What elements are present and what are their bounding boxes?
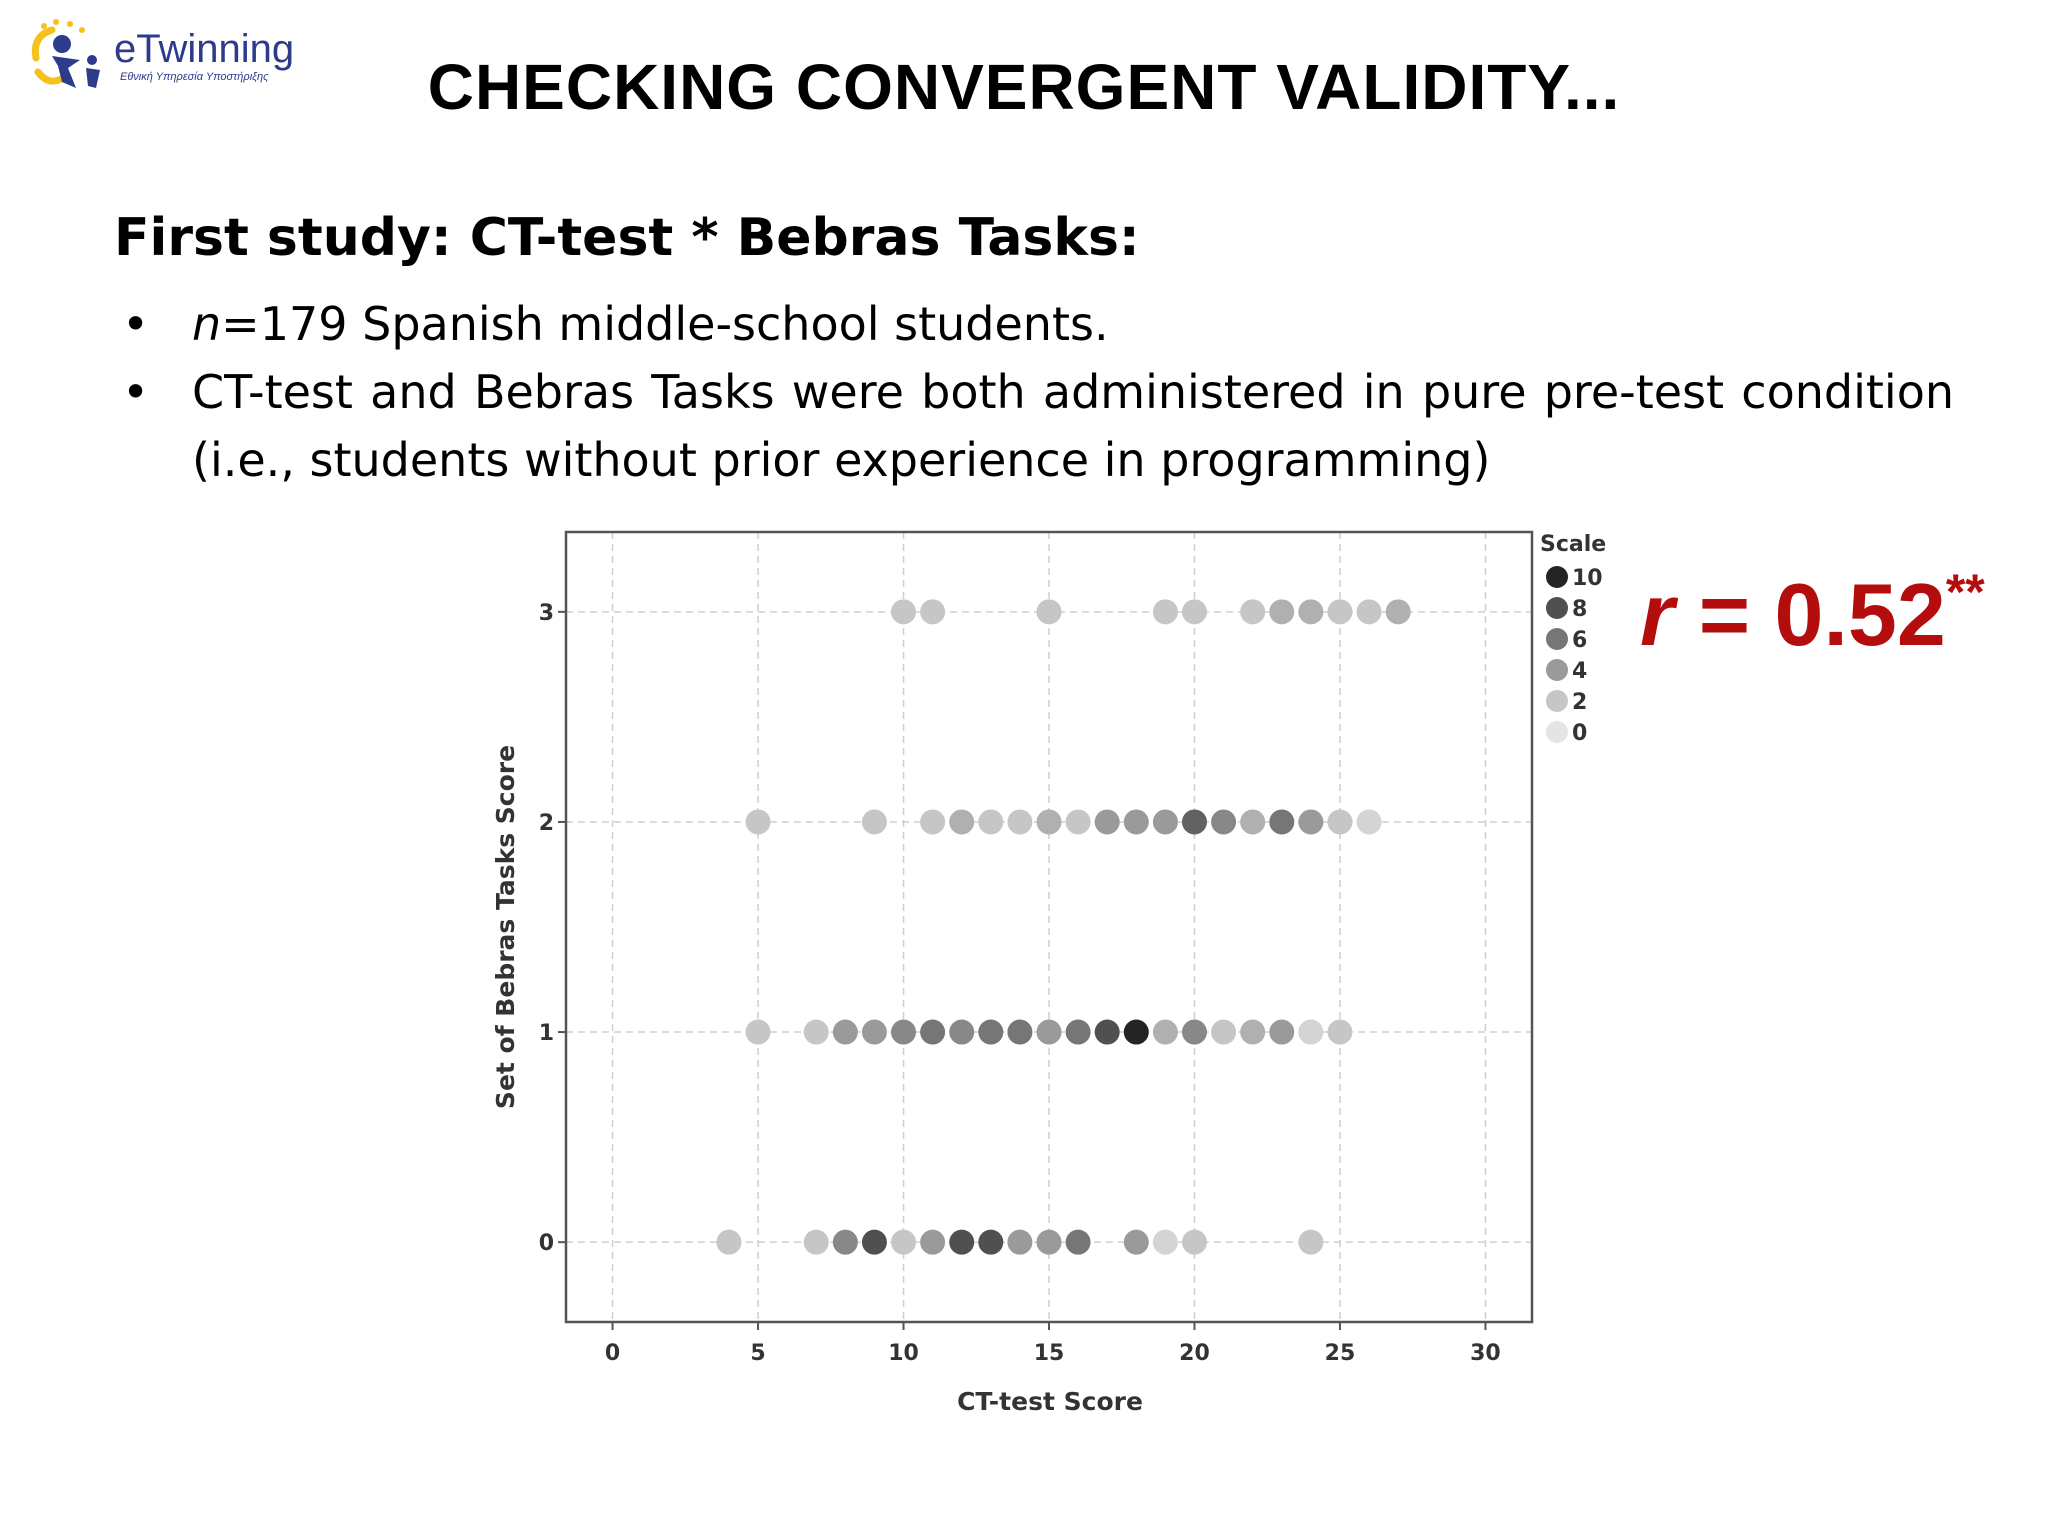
data-point bbox=[1327, 599, 1352, 624]
y-tick-label: 0 bbox=[538, 1231, 554, 1257]
data-point bbox=[978, 1020, 1003, 1045]
data-point bbox=[1182, 809, 1207, 834]
legend-swatch bbox=[1546, 690, 1568, 712]
data-point bbox=[804, 1020, 829, 1045]
data-point bbox=[1182, 1230, 1207, 1255]
bullet-marker: • bbox=[122, 365, 150, 419]
data-point bbox=[1037, 809, 1062, 834]
data-point bbox=[1298, 1020, 1323, 1045]
legend-label: 10 bbox=[1572, 566, 1603, 591]
plot-frame bbox=[566, 532, 1532, 1322]
data-point bbox=[920, 1020, 945, 1045]
legend-label: 4 bbox=[1572, 659, 1588, 684]
correlation-value: = 0.52 bbox=[1698, 565, 1946, 664]
legend-label: 6 bbox=[1572, 628, 1588, 653]
correlation-symbol: r bbox=[1640, 565, 1675, 664]
data-point bbox=[1298, 1230, 1323, 1255]
data-point bbox=[949, 1230, 974, 1255]
data-point bbox=[1037, 599, 1062, 624]
data-point bbox=[1095, 1020, 1120, 1045]
data-point bbox=[746, 1020, 771, 1045]
data-point bbox=[1007, 1230, 1032, 1255]
scatter-chart bbox=[470, 520, 1630, 1440]
legend-label: 8 bbox=[1572, 597, 1588, 622]
x-tick-label: 30 bbox=[1470, 1341, 1501, 1366]
data-point bbox=[1269, 599, 1294, 624]
data-point bbox=[833, 1230, 858, 1255]
data-point bbox=[949, 809, 974, 834]
logo-subtitle-text: Εθνική Υπηρεσία Υποστήριξης bbox=[120, 71, 269, 83]
bullet-italic-n: n bbox=[192, 297, 222, 351]
data-point bbox=[1269, 1020, 1294, 1045]
data-point bbox=[1357, 809, 1382, 834]
legend-label: 2 bbox=[1572, 690, 1588, 715]
data-point bbox=[862, 809, 887, 834]
data-point bbox=[1066, 809, 1091, 834]
data-point bbox=[1124, 809, 1149, 834]
legend bbox=[1540, 532, 1606, 746]
bullet-item-sample bbox=[114, 290, 1954, 358]
data-point bbox=[804, 1230, 829, 1255]
data-point bbox=[1153, 1230, 1178, 1255]
data-point bbox=[1327, 1020, 1352, 1045]
data-points bbox=[716, 599, 1410, 1254]
bullet-list bbox=[114, 290, 1954, 494]
data-point bbox=[1298, 809, 1323, 834]
x-tick-label: 10 bbox=[888, 1341, 919, 1366]
data-point bbox=[1269, 809, 1294, 834]
data-point bbox=[920, 809, 945, 834]
legend-swatch bbox=[1546, 628, 1568, 650]
data-point bbox=[1124, 1230, 1149, 1255]
correlation-annotation bbox=[1640, 564, 1985, 666]
legend-swatch bbox=[1546, 566, 1568, 588]
data-point bbox=[920, 1230, 945, 1255]
section-heading: First study: CT-test * Bebras Tasks: bbox=[114, 208, 1140, 268]
data-point bbox=[949, 1020, 974, 1045]
data-point bbox=[1386, 599, 1411, 624]
data-point bbox=[1066, 1230, 1091, 1255]
data-point bbox=[978, 809, 1003, 834]
data-point bbox=[862, 1230, 887, 1255]
data-point bbox=[1298, 599, 1323, 624]
data-point bbox=[1007, 809, 1032, 834]
data-point bbox=[978, 1230, 1003, 1255]
data-point bbox=[891, 599, 916, 624]
data-point bbox=[1240, 1020, 1265, 1045]
legend-label: 0 bbox=[1572, 721, 1588, 746]
bullet-text-sample: =179 Spanish middle-school students. bbox=[221, 297, 1109, 351]
data-point bbox=[920, 599, 945, 624]
data-point bbox=[1327, 809, 1352, 834]
bullet-item-condition bbox=[114, 358, 1954, 494]
grid-lines bbox=[566, 532, 1532, 1322]
bullet-text-condition: CT-test and Bebras Tasks were both administered in pure pre-test condition (i.e., students without prior experience in programming) bbox=[192, 365, 1954, 487]
data-point bbox=[1037, 1020, 1062, 1045]
slide-title: CHECKING CONVERGENT VALIDITY... bbox=[427, 51, 1621, 123]
bullet-marker: • bbox=[122, 297, 150, 351]
x-tick-label: 25 bbox=[1324, 1341, 1356, 1366]
legend-swatch bbox=[1546, 721, 1568, 743]
legend-title: Scale bbox=[1540, 532, 1607, 557]
x-axis-label: CT-test Score bbox=[957, 1387, 1143, 1416]
y-tick-label: 2 bbox=[538, 810, 554, 836]
data-point bbox=[862, 1020, 887, 1045]
y-tick-label: 3 bbox=[538, 600, 554, 626]
data-point bbox=[1153, 1020, 1178, 1045]
data-point bbox=[1037, 1230, 1062, 1255]
data-point bbox=[1153, 809, 1178, 834]
x-tick-label: 15 bbox=[1033, 1341, 1065, 1366]
data-point bbox=[891, 1020, 916, 1045]
data-point bbox=[716, 1230, 741, 1255]
data-point bbox=[1357, 599, 1382, 624]
data-point bbox=[1211, 809, 1236, 834]
x-tick-label: 20 bbox=[1179, 1341, 1210, 1366]
y-tick-label: 1 bbox=[538, 1021, 554, 1047]
data-point bbox=[1007, 1020, 1032, 1045]
data-point bbox=[1182, 1020, 1207, 1045]
significance-stars: ** bbox=[1945, 563, 1985, 620]
data-point bbox=[1211, 1020, 1236, 1045]
x-tick-label: 0 bbox=[604, 1341, 621, 1366]
data-point bbox=[833, 1020, 858, 1045]
data-point bbox=[1240, 809, 1265, 834]
data-point bbox=[891, 1230, 916, 1255]
data-point bbox=[1240, 599, 1265, 624]
data-point bbox=[1153, 599, 1178, 624]
data-point bbox=[1095, 809, 1120, 834]
legend-swatch bbox=[1546, 659, 1568, 681]
legend-swatch bbox=[1546, 597, 1568, 619]
logo-brand-text: eTwinning bbox=[114, 27, 295, 71]
y-axis-label: Set of Bebras Tasks Score bbox=[491, 744, 520, 1110]
x-tick-label: 5 bbox=[750, 1341, 766, 1366]
data-point bbox=[1182, 599, 1207, 624]
data-point bbox=[746, 809, 771, 834]
data-point bbox=[1124, 1020, 1149, 1045]
data-point bbox=[1066, 1020, 1091, 1045]
